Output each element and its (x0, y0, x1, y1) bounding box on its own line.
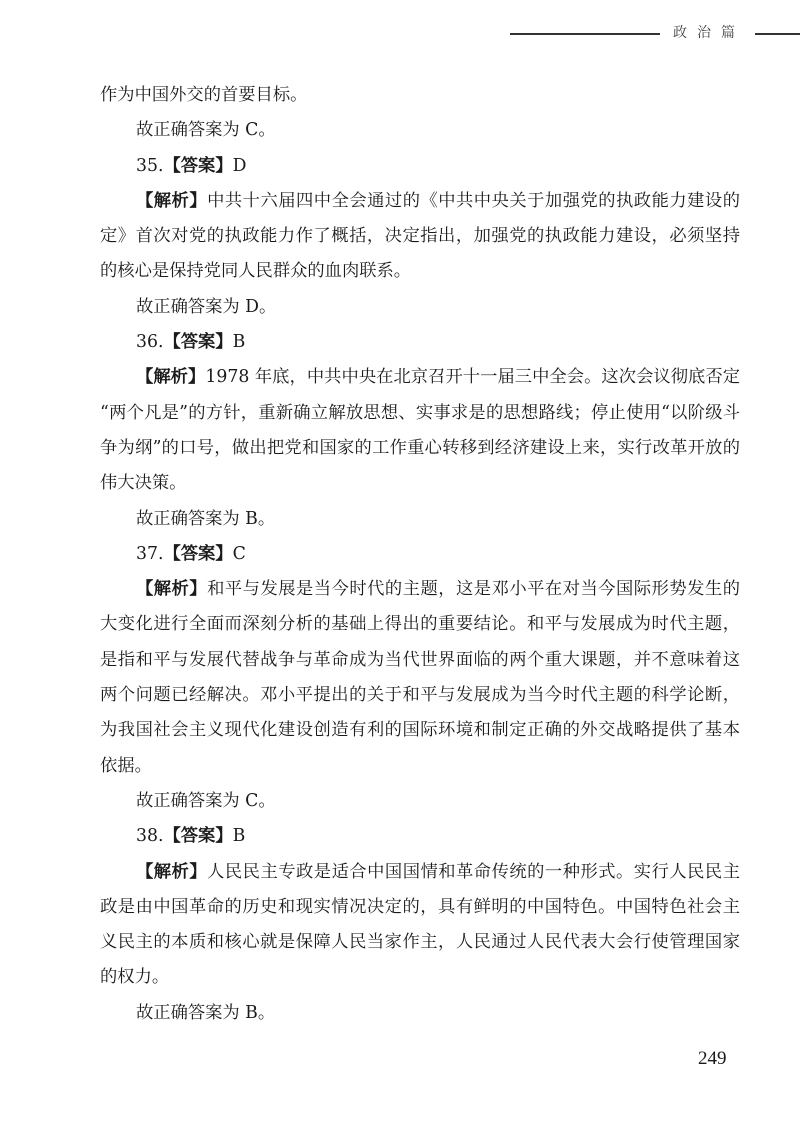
analysis-text: 和平与发展是当今时代的主题，这是邓小平在对当今国际形势发生的 (207, 579, 740, 600)
analysis-line (100, 360, 740, 395)
page-body (100, 78, 740, 1031)
analysis-text: 大变化进行全面而深刻分析的基础上得出的重要结论。和平与发展成为时代主题， (100, 614, 740, 635)
analysis-tag: 【解析】 (136, 367, 206, 388)
answer-value: D (232, 155, 247, 176)
analysis-text: 中共十六届四中全会通过的《中共中央关于加强党的执政能力建设的 (207, 190, 740, 211)
running-header (510, 24, 800, 41)
analysis-text: 人民民主专政是适合中国国情和革命传统的一种形式。实行人民民主 (207, 861, 740, 882)
question-number: 35. (136, 155, 164, 176)
answer-conclusion: 故正确答案为 D。 (136, 296, 277, 317)
analysis-text: 义民主的本质和核心就是保障人民当家作主，人民通过人民代表大会行使管理国家 (100, 932, 740, 953)
analysis-line (100, 960, 740, 995)
analysis-text: 的权力。 (100, 967, 170, 988)
answer-heading (100, 537, 740, 572)
question-number: 38. (136, 826, 164, 847)
analysis-tag: 【解析】 (136, 190, 208, 211)
answer-value: B (232, 332, 246, 353)
analysis-text: 政是由中国革命的历史和现实情况决定的，具有鲜明的中国特色。中国特色社会主 (100, 896, 740, 917)
analysis-text: “两个凡是”的方针，重新确立解放思想、实事求是的思想路线；停止使用“以阶级斗 (100, 402, 740, 423)
answer-conclusion: 故正确答案为 C。 (136, 790, 276, 811)
analysis-line (100, 184, 740, 219)
analysis-text: 伟大决策。 (100, 473, 187, 494)
analysis-line (100, 572, 740, 607)
analysis-line (100, 396, 740, 431)
analysis-line (100, 466, 740, 501)
analysis-text: 是指和平与发展代替战争与革命成为当代世界面临的两个重大课题，并不意味着这 (100, 649, 740, 670)
analysis-line (100, 855, 740, 890)
analysis-tag: 【解析】 (136, 861, 208, 882)
analysis-paragraph (100, 855, 740, 996)
analysis-line (100, 643, 740, 678)
answer-tag: 【答案】 (163, 332, 233, 353)
question-number: 37. (136, 543, 164, 564)
answer-value: C (232, 543, 246, 564)
answer-tag: 【答案】 (163, 543, 233, 564)
answer-tag: 【答案】 (163, 826, 233, 847)
answer-heading (100, 325, 740, 360)
body-text-line: 作为中国外交的首要目标。 (100, 85, 308, 105)
analysis-line (100, 713, 740, 748)
analysis-text: 依据。 (100, 755, 152, 776)
analysis-text: 为我国社会主义现代化建设创造有利的国际环境和制定正确的外交战略提供了基本 (100, 720, 740, 741)
answer-tag: 【答案】 (163, 155, 233, 176)
analysis-line (100, 678, 740, 713)
answer-conclusion: 故正确答案为 B。 (136, 508, 276, 529)
analysis-line (100, 431, 740, 466)
analysis-line (100, 749, 740, 784)
analysis-text: 定》首次对党的执政能力作了概括，决定指出，加强党的执政能力建设，必须坚持 (100, 226, 740, 247)
analysis-paragraph (100, 184, 740, 290)
analysis-paragraph (100, 360, 740, 501)
analysis-text: 1978 年底，中共中央在北京召开十一届三中全会。这次会议彻底否定 (205, 367, 740, 388)
header-title: 政治篇 (673, 25, 745, 41)
answer-heading (100, 149, 740, 184)
analysis-tag: 【解析】 (136, 579, 208, 600)
analysis-text: 的核心是保持党同人民群众的血肉联系。 (100, 261, 412, 282)
analysis-line (100, 254, 740, 289)
analysis-line (100, 607, 740, 642)
answer-value: B (232, 826, 246, 847)
analysis-line (100, 890, 740, 925)
analysis-text: 两个问题已经解决。邓小平提出的关于和平与发展成为当今时代主题的科学论断， (100, 685, 740, 706)
header-rule (510, 33, 660, 35)
analysis-paragraph (100, 572, 740, 784)
answer-heading (100, 819, 740, 854)
analysis-text: 争为纲”的口号，做出把党和国家的工作重心转移到经济建设上来，实行改革开放的 (100, 437, 740, 458)
answer-conclusion: 故正确答案为 C。 (136, 120, 276, 141)
page-number: 249 (698, 1048, 727, 1069)
answer-conclusion: 故正确答案为 B。 (136, 1002, 276, 1023)
question-number: 36. (136, 332, 164, 353)
header-rule (755, 33, 800, 35)
analysis-line (100, 925, 740, 960)
analysis-line (100, 219, 740, 254)
